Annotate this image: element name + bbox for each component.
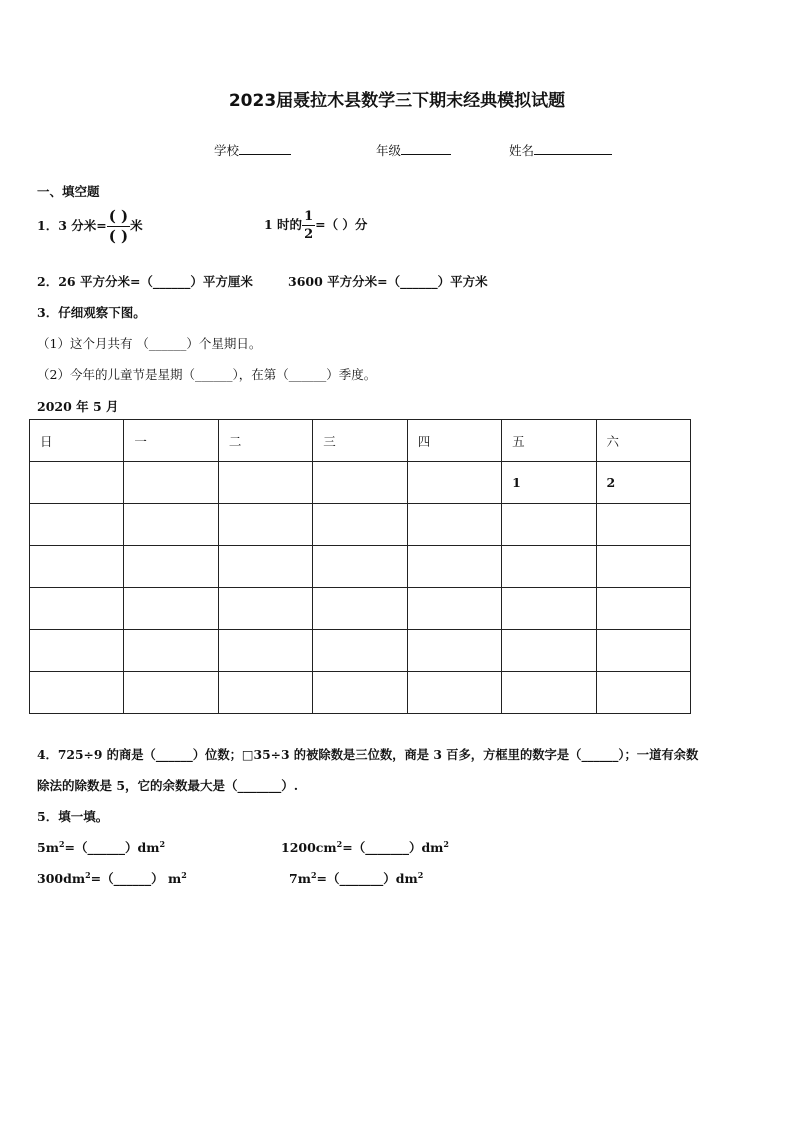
calendar-cell	[313, 462, 407, 504]
q1-number: 1．	[37, 218, 59, 233]
question-5-stem: 5．填一填。	[37, 809, 109, 824]
calendar-cell	[218, 462, 312, 504]
calendar-header-cell: 六	[596, 420, 690, 462]
q5a-rest: =（______）dm	[64, 840, 160, 855]
q1-fraction-a	[107, 209, 130, 244]
grade-blank[interactable]	[401, 142, 451, 155]
calendar-cell	[596, 630, 690, 672]
calendar-header-cell: 二	[218, 420, 312, 462]
q1-part-a-prefix: 3 分米=	[58, 218, 107, 233]
q5b-exp2: 2	[443, 839, 449, 849]
calendar-cell	[407, 630, 501, 672]
calendar-cell	[313, 588, 407, 630]
q5d-value: 7m	[289, 871, 311, 886]
q5c-rest: =（______） m	[90, 871, 182, 886]
question-1	[37, 209, 143, 244]
calendar-cell	[124, 504, 218, 546]
q1-part-a-unit: 米	[130, 218, 143, 233]
q5c-exp: 2	[85, 870, 91, 880]
calendar-row	[30, 588, 691, 630]
question-5b[interactable]	[281, 838, 449, 856]
calendar-cell	[124, 546, 218, 588]
calendar-cell	[30, 630, 124, 672]
question-2a[interactable]: 2．26 平方分米=（______）平方厘米	[37, 274, 253, 289]
calendar-cell	[596, 672, 690, 714]
calendar-cell: 2	[596, 462, 690, 504]
calendar-cell	[313, 546, 407, 588]
calendar-cell	[407, 462, 501, 504]
calendar-cell	[596, 546, 690, 588]
question-4-line1[interactable]: 4．725÷9 的商是（______）位数；□35÷3 的被除数是三位数，商是 3 百多，方框里的数字是（______）；一道有余数	[37, 747, 699, 762]
section-heading: 一、填空题	[37, 184, 100, 199]
calendar-row	[30, 504, 691, 546]
question-5c[interactable]	[37, 869, 187, 887]
q1-fraction-a-den[interactable]: ( )	[108, 227, 129, 245]
q1-fraction-b	[302, 210, 315, 241]
school-label: 学校	[214, 143, 240, 158]
calendar-header-row	[30, 420, 691, 462]
calendar-cell	[30, 504, 124, 546]
calendar-cell	[407, 546, 501, 588]
name-label: 姓名	[509, 143, 535, 158]
calendar-cell	[502, 504, 596, 546]
calendar-row	[30, 462, 691, 504]
q5d-exp: 2	[310, 870, 317, 880]
calendar-cell	[407, 588, 501, 630]
q1-part-b-suffix[interactable]: =（ ）分	[315, 217, 368, 232]
calendar-cell	[124, 462, 218, 504]
q1-part-b-prefix: 1 时的	[264, 217, 303, 232]
question-5d[interactable]	[289, 869, 423, 887]
question-4-line2[interactable]: 除法的除数是 5，它的余数最大是（_______）.	[37, 778, 299, 793]
calendar-cell	[502, 630, 596, 672]
q5c-exp2: 2	[181, 870, 187, 880]
calendar-cell	[407, 672, 501, 714]
calendar-cell	[218, 588, 312, 630]
calendar-cell: 1	[502, 462, 596, 504]
question-3-sub1[interactable]: （1）这个月共有 （______）个星期日。	[37, 336, 262, 351]
calendar-cell	[124, 588, 218, 630]
q5a-exp: 2	[58, 839, 65, 849]
calendar-cell	[30, 462, 124, 504]
calendar-header-cell: 日	[30, 420, 124, 462]
calendar-caption: 2020 年 5 月	[37, 399, 119, 414]
q5a-exp2: 2	[159, 839, 166, 849]
q1-fraction-b-num: 1	[304, 209, 314, 224]
school-field	[214, 141, 291, 159]
calendar-cell	[313, 630, 407, 672]
grade-field	[376, 141, 451, 159]
calendar-cell	[596, 588, 690, 630]
q5d-rest: =（_______）dm	[316, 871, 418, 886]
q5d-exp2: 2	[417, 870, 424, 880]
calendar-cell	[502, 546, 596, 588]
calendar-cell	[218, 630, 312, 672]
q1-fraction-a-num[interactable]: ( )	[108, 207, 129, 225]
question-3-sub2[interactable]: （2）今年的儿童节是星期（______），在第（______）季度。	[37, 367, 377, 382]
calendar-cell	[313, 672, 407, 714]
calendar-header-cell: 三	[313, 420, 407, 462]
calendar-cell	[124, 630, 218, 672]
q5c-value: 300dm	[37, 871, 86, 886]
q5a-value: 5m	[37, 840, 59, 855]
name-field	[509, 141, 612, 159]
calendar-row	[30, 672, 691, 714]
calendar-cell	[218, 546, 312, 588]
calendar-cell	[124, 672, 218, 714]
question-2b[interactable]: 3600 平方分米=（______）平方米	[288, 274, 488, 289]
calendar-row	[30, 546, 691, 588]
calendar-cell	[30, 588, 124, 630]
calendar-cell	[407, 504, 501, 546]
grade-label: 年级	[376, 143, 402, 158]
calendar-cell	[313, 504, 407, 546]
calendar-cell	[218, 672, 312, 714]
calendar-row	[30, 630, 691, 672]
calendar-cell	[218, 504, 312, 546]
calendar-cell	[30, 546, 124, 588]
q5b-value: 1200cm	[281, 840, 337, 855]
q5b-rest: =（_______）dm	[342, 840, 444, 855]
calendar-header-cell: 一	[124, 420, 218, 462]
name-blank[interactable]	[534, 142, 612, 155]
calendar-cell	[502, 588, 596, 630]
question-3-stem: 3．仔细观察下图。	[37, 305, 146, 320]
calendar-header-cell: 四	[407, 420, 501, 462]
school-blank[interactable]	[239, 142, 291, 155]
page-title: 2023届聂拉木县数学三下期末经典模拟试题	[228, 91, 566, 111]
question-5a[interactable]	[37, 838, 165, 856]
calendar-table	[29, 419, 691, 714]
calendar-header-cell: 五	[502, 420, 596, 462]
q1-fraction-b-den: 2	[304, 227, 314, 242]
calendar-cell	[596, 504, 690, 546]
calendar-cell	[30, 672, 124, 714]
calendar-cell	[502, 672, 596, 714]
q5b-exp: 2	[336, 839, 343, 849]
question-1b	[264, 210, 367, 241]
